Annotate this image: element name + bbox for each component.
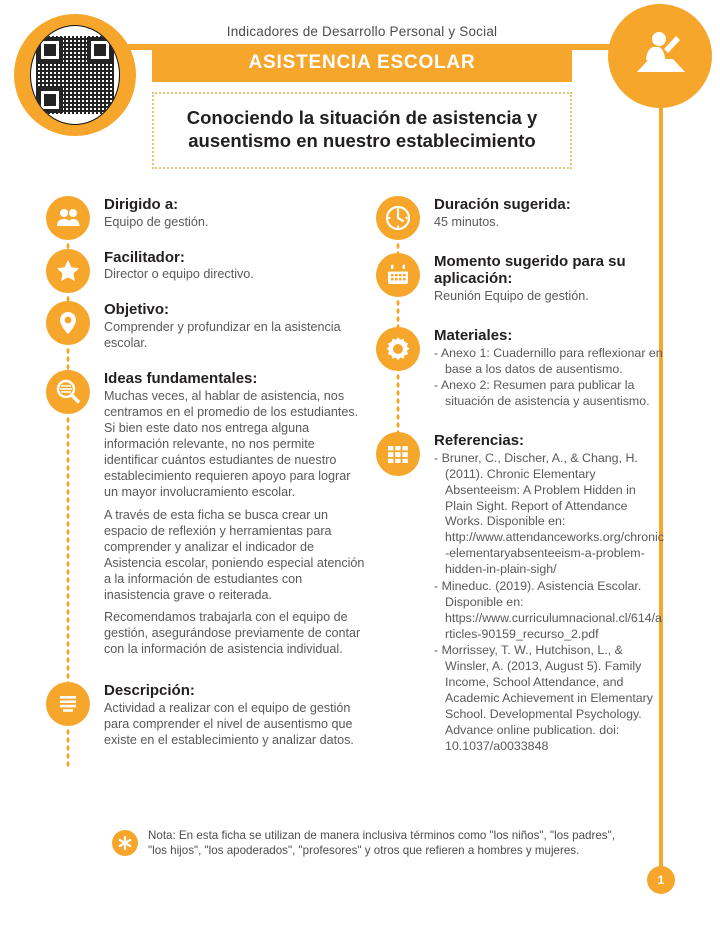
section-paragraph: A través de esta ficha se busca crear un espacio de reflexión y herramientas para comprender y analizar el indicador de Asistencia escolar, poniendo especial atención a la información de estudiantes con inasistencia grave o reiterada. xyxy=(104,507,365,602)
section-momento-sugerido xyxy=(376,253,666,305)
section-body: Reunión Equipo de gestión. xyxy=(434,289,589,304)
header xyxy=(0,0,720,175)
qr-code-badge xyxy=(14,14,136,136)
page-subtitle: Conociendo la situación de asistencia y ausentismo en nuestro establecimiento xyxy=(186,107,538,151)
section-paragraph: Muchas veces, al hablar de asistencia, nos centramos en el promedio de los estudiantes. Si bien este dato nos entrega alguna información relevante, no nos permite identificar cuántos estudiantes de nuestro establecimiento requieren apoyo para lograr un mayor involucramiento escolar. xyxy=(104,388,359,499)
section-heading: Objetivo: xyxy=(104,301,170,319)
section-body: Director o equipo directivo. xyxy=(104,267,254,282)
section-facilitador xyxy=(46,249,366,284)
section-heading: Dirigido a: xyxy=(104,196,179,213)
section-heading: Facilitador: xyxy=(104,248,185,266)
section-duracion-sugerida xyxy=(376,196,666,231)
clock-icon xyxy=(376,196,420,240)
page-number-badge: 1 xyxy=(647,866,675,894)
location-pin-icon xyxy=(46,301,90,345)
topic-badge xyxy=(608,4,712,108)
list-item: - Morrissey, T. W., Hutchison, L., & Winsler, A. (2013, August 5). Family Income, School Attendance, and Academic Achievement in Elementary School. Developmental Psychology. Advance online publication. doi: 10.1037/a0033848 xyxy=(434,643,653,753)
header-kicker: Indicadores de Desarrollo Personal y Social xyxy=(226,24,498,39)
section-body: Comprender y profundizar en la asistencia escolar. xyxy=(104,320,341,351)
right-column xyxy=(376,196,666,761)
section-heading: Ideas fundamentales: xyxy=(104,370,258,387)
magnifier-document-icon xyxy=(46,370,90,414)
asterisk-icon xyxy=(112,830,138,856)
footer-note xyxy=(112,828,632,858)
section-heading: Materiales: xyxy=(434,327,513,345)
section-ideas-fundamentales xyxy=(46,370,366,658)
materials-list xyxy=(434,346,666,411)
references-list xyxy=(434,451,666,755)
section-objetivo xyxy=(46,301,366,352)
books-icon xyxy=(376,432,420,476)
list-item: - Mineduc. (2019). Asistencia Escolar. Disponible en: https://www.curriculumnacional.cl/614/articles-90159_recurso_2.pdf xyxy=(434,578,662,641)
left-column xyxy=(46,196,366,756)
people-icon xyxy=(46,196,90,240)
section-descripcion xyxy=(46,682,366,749)
list-item: - Anexo 2: Resumen para publicar la situación de asistencia y ausentismo. xyxy=(434,378,650,409)
section-heading: Referencias: xyxy=(434,432,525,450)
subtitle-box xyxy=(152,92,572,169)
page-title: ASISTENCIA ESCOLAR xyxy=(248,52,476,73)
qr-code-icon xyxy=(36,36,114,114)
header-connector-right xyxy=(572,44,612,50)
section-heading: Descripción: xyxy=(104,682,195,700)
section-body: Equipo de gestión. xyxy=(104,214,209,229)
list-item: - Anexo 1: Cuadernillo para reflexionar en base a los datos de ausentismo. xyxy=(434,345,663,376)
section-heading: Momento sugerido para su aplicación: xyxy=(434,252,626,288)
header-title-bar xyxy=(152,44,572,82)
star-icon xyxy=(46,249,90,293)
section-body: Actividad a realizar con el equipo de gestión para comprender el nivel de ausentismo que existe en el establecimiento y analizar datos. xyxy=(104,701,354,748)
calendar-icon xyxy=(376,253,420,297)
section-paragraph: Recomendamos trabajarla con el equipo de gestión, asegurándose previamente de contar con la información de asistencia individual. xyxy=(104,610,361,657)
document-lines-icon xyxy=(46,682,90,726)
section-referencias xyxy=(376,432,666,754)
list-item: - Bruner, C., Discher, A., & Chang, H. (2011). Chronic Elementary Absenteeism: A Problem Hidden in Plain Sight. Report of Attendance Works. Disponible en: http://www.attendanceworks.org/chronic-elementaryabsenteeism-a-problem-hidden-in-plain-sigh/ xyxy=(434,450,665,577)
section-heading: Duración sugerida: xyxy=(434,196,571,213)
footer-note-text: Nota: En esta ficha se utilizan de manera inclusiva términos como "los niños", "los padres", "los hijos", "los apoderados", "profesores" y otros que refieren a hombres y mujeres. xyxy=(148,829,615,858)
section-dirigido-a xyxy=(46,196,366,231)
gear-icon xyxy=(376,327,420,371)
student-raising-hand-icon xyxy=(631,27,689,85)
section-materiales xyxy=(376,327,666,410)
section-body: 45 minutos. xyxy=(434,214,500,229)
